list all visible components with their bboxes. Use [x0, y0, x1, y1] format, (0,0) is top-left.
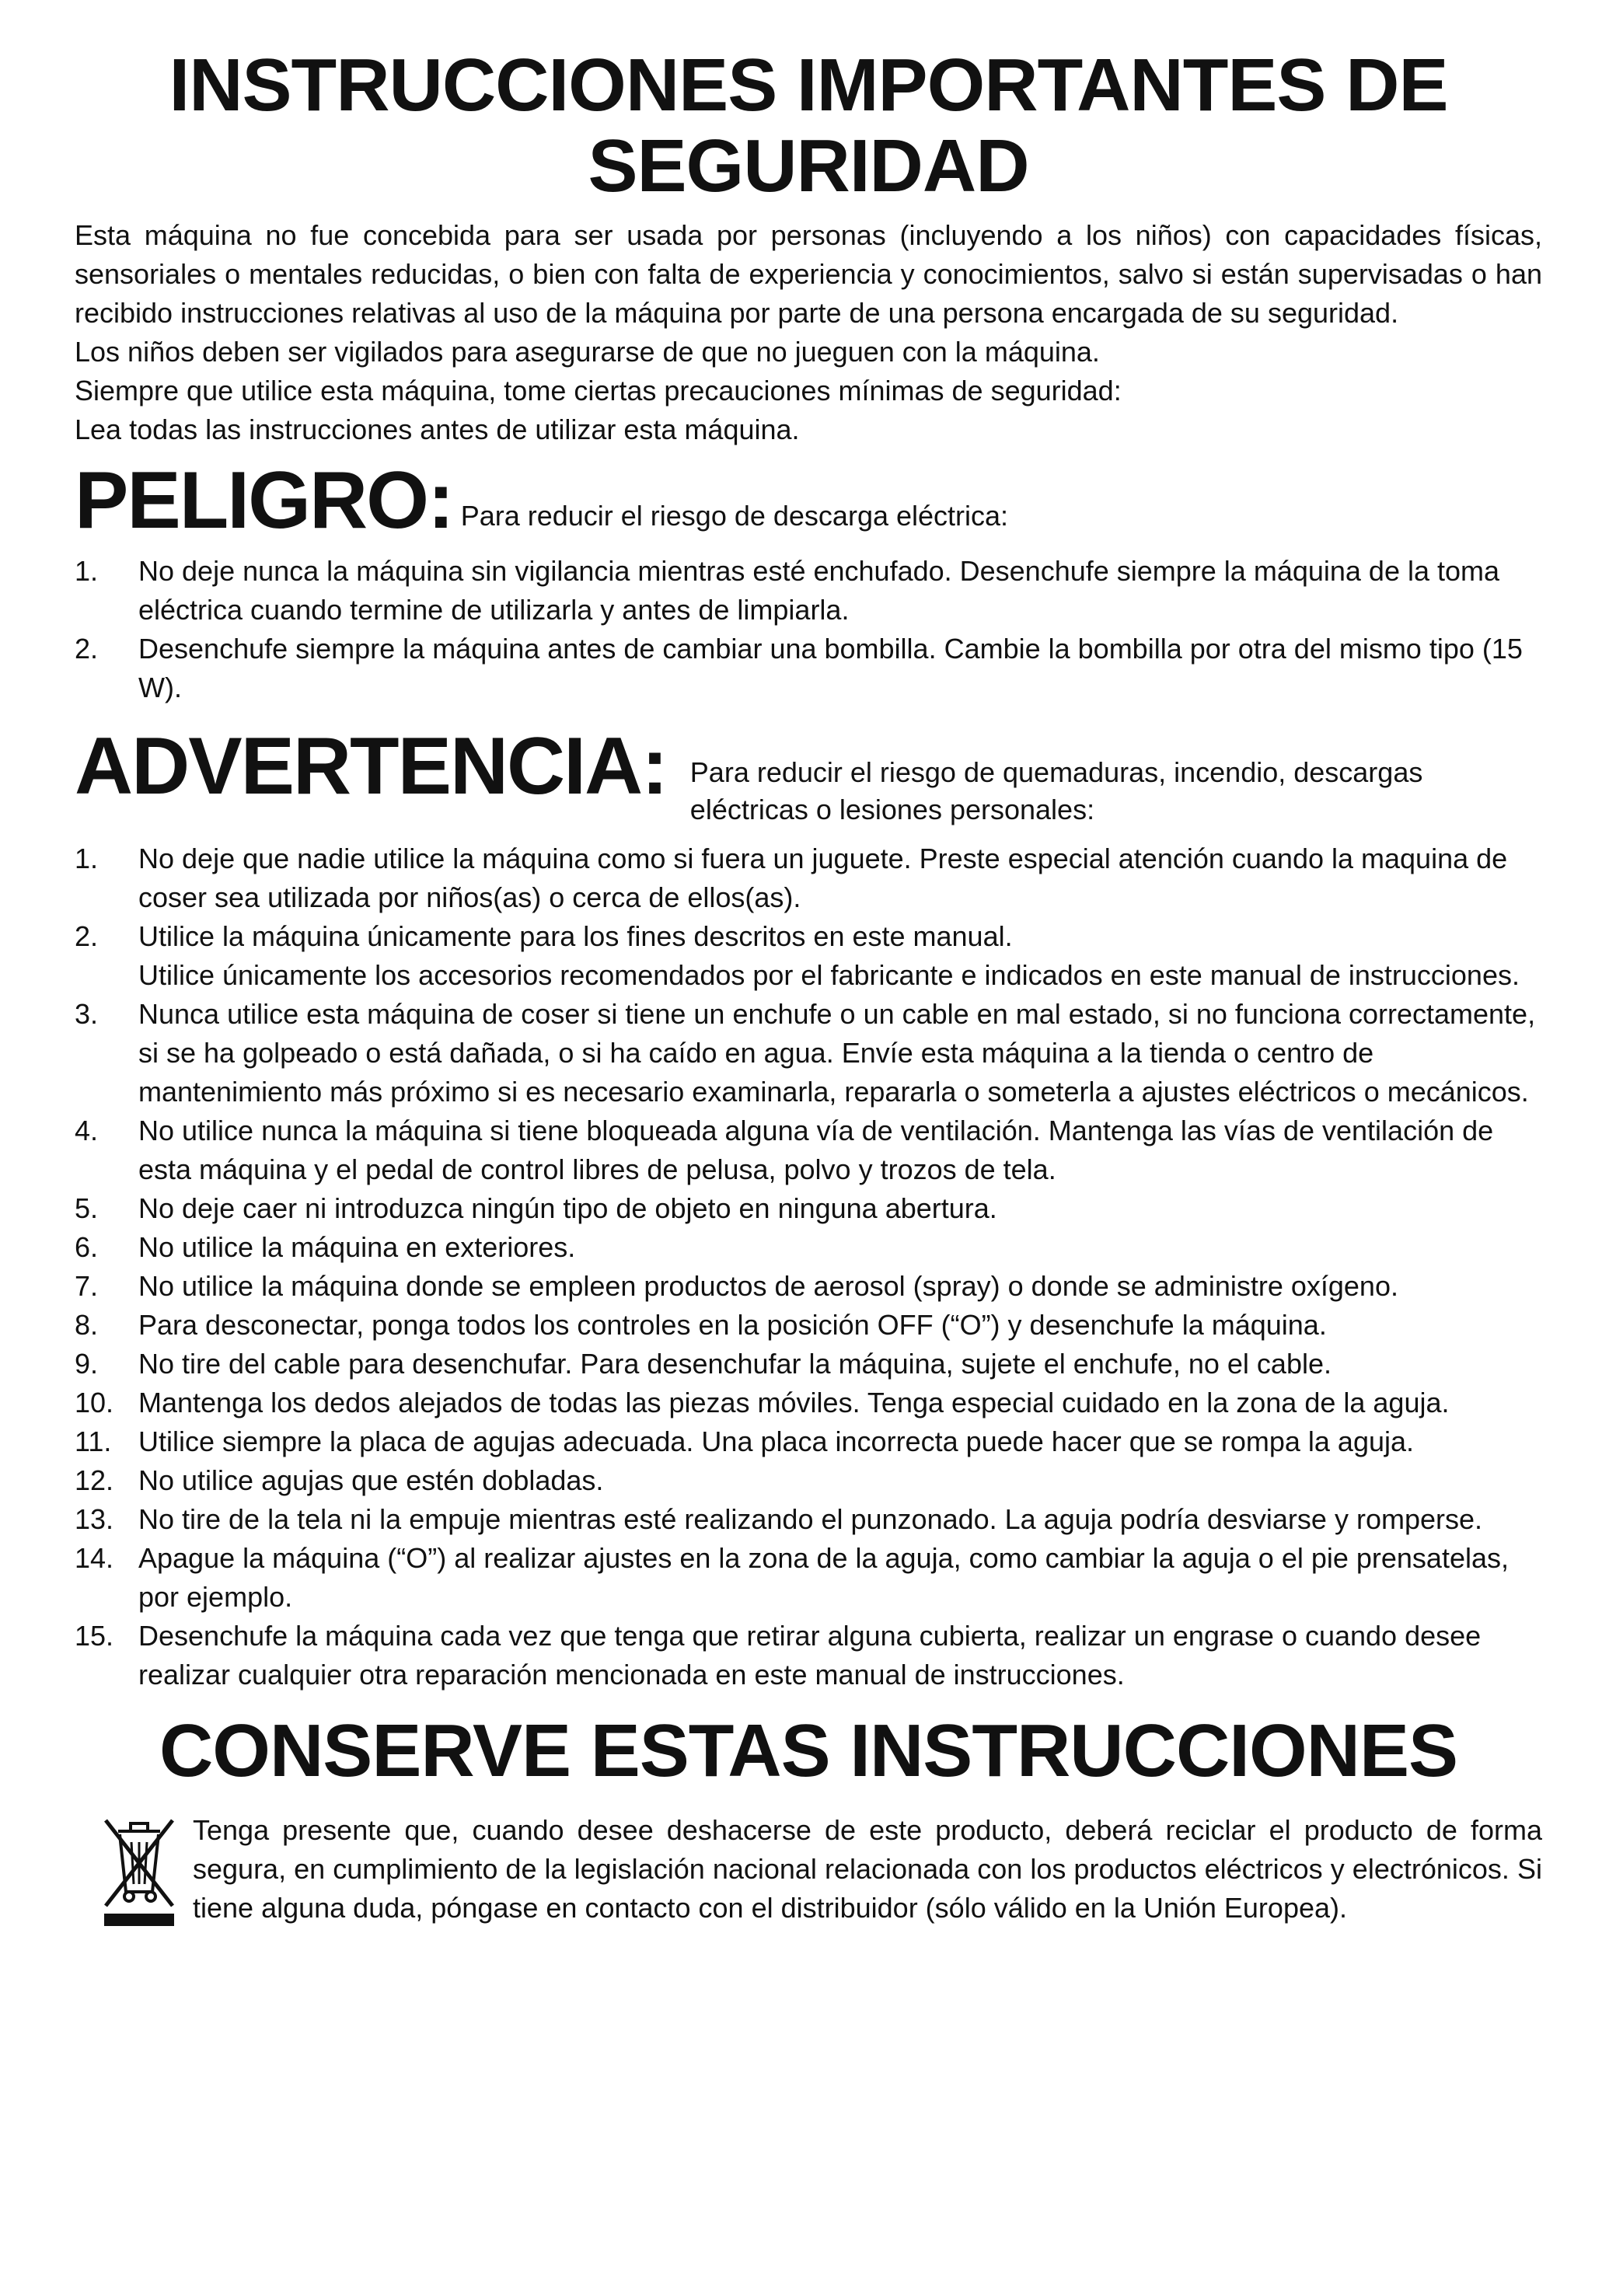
- list-item: [75, 1539, 1542, 1617]
- list-item-number: 11.: [75, 1425, 112, 1457]
- list-item-text: Utilice siempre la placa de agujas adecuada. Una placa incorrecta puede hacer que se rompa la aguja.: [138, 1425, 1415, 1457]
- recycling-text: Tenga presente que, cuando desee deshacerse de este producto, deberá reciclar el producto de forma segura, en cumplimiento de la legislación nacional relacionada con los productos eléctricos y electrónicos. Si tiene alguna duda, póngase en contacto con el distribuidor (sólo válido en la Unión Europea).: [193, 1814, 1542, 1924]
- list-item: [75, 1345, 1542, 1384]
- list-item-text: Desenchufe siempre la máquina antes de cambiar una bombilla. Cambie la bombilla por otra del mismo tipo (15 W).: [138, 633, 1523, 703]
- list-item-text-continuation: Utilice únicamente los accesorios recomendados por el fabricante e indicados en este manual de instrucciones.: [138, 959, 1520, 991]
- list-item-number: 3.: [75, 998, 99, 1030]
- intro-paragraph: Esta máquina no fue concebida para ser usada por personas (incluyendo a los niños) con capacidades físicas, sensoriales o mentales reducidas, o bien con falta de experiencia y conocimientos, salvo si están supervisadas o han recibido instrucciones relativas al uso de la máquina por parte de una persona encargada de su seguridad.: [75, 219, 1542, 329]
- list-item-number: 5.: [75, 1192, 99, 1224]
- list-item-text: No deje caer ni introduzca ningún tipo de objeto en ninguna abertura.: [138, 1192, 997, 1224]
- conserve-heading: CONSERVE ESTAS INSTRUCCIONES: [159, 1709, 1458, 1792]
- advertencia-heading-row: [75, 721, 1542, 829]
- list-item: [75, 1500, 1542, 1539]
- list-item-text: No utilice la máquina en exteriores.: [138, 1231, 576, 1263]
- list-item-text: Apague la máquina (“O”) al realizar ajustes en la zona de la aguja, como cambiar la aguja o el pie prensatelas, por ejemplo.: [138, 1542, 1509, 1613]
- list-item-text: No tire de la tela ni la empuje mientras esté realizando el punzonado. La aguja podría desviarse y romperse.: [138, 1503, 1483, 1535]
- list-item-number: 10.: [75, 1387, 114, 1418]
- list-item-text: No utilice la máquina donde se empleen productos de aerosol (spray) o donde se administre oxígeno.: [138, 1270, 1398, 1302]
- intro-precautions-note: Siempre que utilice esta máquina, tome ciertas precauciones mínimas de seguridad:: [75, 375, 1122, 407]
- list-item-text: No deje nunca la máquina sin vigilancia mientras esté enchufado. Desenchufe siempre la máquina de la toma eléctrica cuando termine de utilizarla y antes de limpiarla.: [138, 555, 1500, 626]
- intro-section: [75, 216, 1542, 449]
- list-item-number: 12.: [75, 1464, 114, 1496]
- list-item: [75, 995, 1542, 1111]
- list-item-text: Utilice la máquina únicamente para los fines descritos en este manual.: [138, 920, 1013, 952]
- list-item-number: 8.: [75, 1309, 99, 1341]
- list-item-number: 2.: [75, 920, 99, 952]
- list-item-number: 13.: [75, 1503, 114, 1535]
- list-item-text-group: [138, 917, 1542, 995]
- title-line-1: INSTRUCCIONES IMPORTANTES DE: [169, 44, 1448, 127]
- list-item-number: 6.: [75, 1231, 99, 1263]
- list-item-text: Para desconectar, ponga todos los controles en la posición OFF (“O”) y desenchufe la máquina.: [138, 1309, 1327, 1341]
- list-item-text: Desenchufe la máquina cada vez que tenga que retirar alguna cubierta, realizar un engrase o cuando desee realizar cualquier otra reparación mencionada en este manual de instrucciones.: [138, 1620, 1482, 1691]
- list-item-text: Mantenga los dedos alejados de todas las piezas móviles. Tenga especial cuidado en la zona de la aguja.: [138, 1387, 1450, 1418]
- list-item: [75, 1111, 1542, 1189]
- page: [75, 45, 1542, 1931]
- peligro-subheading: Para reducir el riesgo de descarga eléctrica:: [460, 500, 1009, 532]
- peligro-heading-row: [75, 455, 1542, 546]
- list-item-number: 1.: [75, 555, 99, 587]
- intro-children-note: Los niños deben ser vigilados para asegurarse de que no jueguen con la máquina.: [75, 336, 1100, 368]
- title-line-2: SEGURIDAD: [588, 124, 1029, 208]
- list-item: [75, 1461, 1542, 1500]
- list-item-number: 2.: [75, 633, 99, 665]
- list-item-text: No utilice nunca la máquina si tiene bloqueada alguna vía de ventilación. Mantenga las vías de ventilación de esta máquina y el pedal de control libres de pelusa, polvo y trozos de tela.: [138, 1115, 1494, 1185]
- list-item: [75, 1189, 1542, 1228]
- peligro-heading: PELIGRO:: [75, 455, 453, 546]
- list-item: [75, 1306, 1542, 1345]
- advertencia-heading: ADVERTENCIA:: [75, 721, 667, 811]
- weee-crossed-bin-icon: [96, 1814, 182, 1931]
- peligro-list: [75, 552, 1542, 707]
- list-item-number: 4.: [75, 1115, 99, 1146]
- list-item: [75, 917, 1542, 995]
- list-item: [75, 1422, 1542, 1461]
- list-item-text: No utilice agujas que estén dobladas.: [138, 1464, 604, 1496]
- intro-read-note: Lea todas las instrucciones antes de utilizar esta máquina.: [75, 413, 800, 445]
- advertencia-subheading: Para reducir el riesgo de quemaduras, incendio, descargas eléctricas o lesiones personales:: [689, 756, 1423, 825]
- advertencia-list: [75, 839, 1542, 1694]
- list-item: [75, 1617, 1542, 1694]
- list-item: [75, 1267, 1542, 1306]
- list-item: [75, 552, 1542, 630]
- list-item: [75, 839, 1542, 917]
- list-item-number: 9.: [75, 1348, 99, 1380]
- list-item-text: Nunca utilice esta máquina de coser si tiene un enchufe o un cable en mal estado, si no funciona correctamente, si se ha golpeado o está dañada, o si ha caído en agua. Envíe esta máquina a la tienda o centro de mantenimiento más próximo si es necesario examinarla, repararla o someterla a ajustes eléctricos o mecánicos.: [138, 998, 1536, 1108]
- list-item: [75, 1228, 1542, 1267]
- list-item-text: No tire del cable para desenchufar. Para desenchufar la máquina, sujete el enchufe, no el cable.: [138, 1348, 1332, 1380]
- list-item: [75, 1384, 1542, 1422]
- list-item-number: 7.: [75, 1270, 99, 1302]
- list-item-number: 14.: [75, 1542, 114, 1574]
- list-item: [75, 630, 1542, 707]
- list-item-number: 1.: [75, 843, 99, 874]
- list-item-number: 15.: [75, 1620, 114, 1652]
- recycling-notice: [75, 1811, 1542, 1931]
- list-item-text: No deje que nadie utilice la máquina como si fuera un juguete. Preste especial atención cuando la maquina de coser sea utilizada por niños(as) o cerca de ellos(as).: [138, 843, 1508, 913]
- page-title: [75, 45, 1542, 207]
